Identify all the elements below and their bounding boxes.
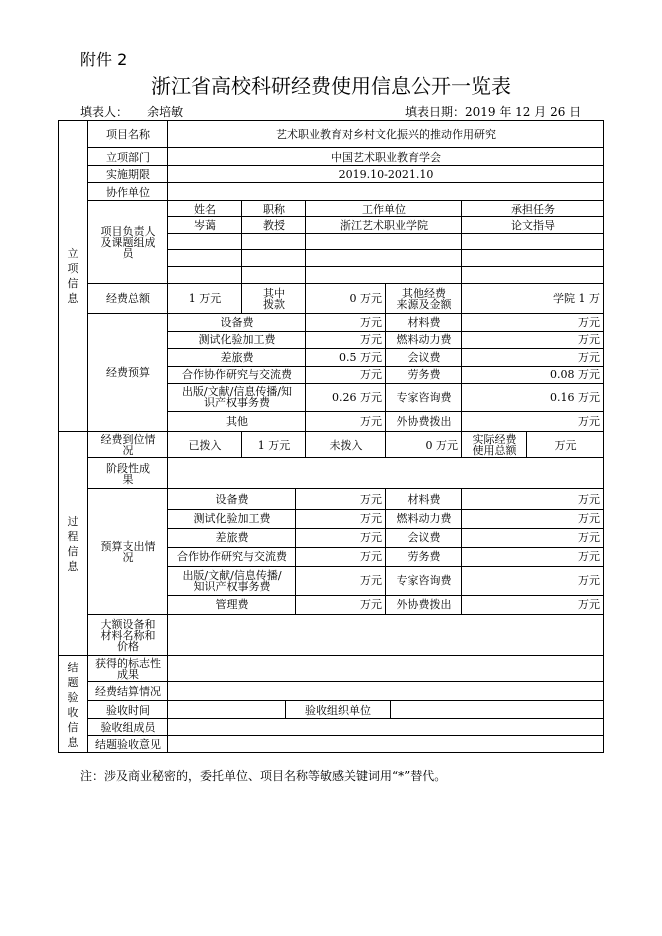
unallocated-value: 0 万元 [425,438,458,452]
acceptance-time-label: 验收时间 [106,703,150,717]
spend-item-label: 材料费 [407,492,441,506]
budget-item-value: 0.5 万元 [339,350,382,364]
total-value: 1 万元 [188,292,222,305]
acceptance-org-label: 验收组织单位 [305,703,371,717]
budget-item-value: 万元 [360,368,382,381]
info-table [58,120,604,753]
budget-item-label: 劳务费 [407,368,441,381]
filler-name: 余培敏 [147,105,184,119]
budget-item-value: 万元 [360,333,382,346]
budget-item-label: 燃料动力费 [396,333,452,346]
spend-item-value: 万元 [578,512,600,525]
budget-item-value: 万元 [360,414,382,428]
actual-use-value: 万元 [554,438,577,452]
allocation-value: 0 万元 [349,292,382,305]
member-name: 岑蔼 [194,219,216,232]
spend-item-value: 万元 [360,492,382,506]
filler-label: 填表人： [80,105,129,119]
project-period-label: 实施期限 [106,168,150,181]
spend-label: 预算支出情 况 [100,539,156,564]
budget-item-value: 万元 [360,316,382,329]
spend-item-label: 会议费 [407,531,441,544]
spend-item-label: 出版/文献/信息传播/ 知识产权事务费 [182,568,282,593]
attachment-label: 附件 2 [80,50,128,69]
spend-item-value: 万元 [578,574,600,587]
fill-date: 填表日期：2019 年 12 月 26 日 [405,105,582,119]
project-name-label: 项目名称 [106,127,150,141]
arrival-label: 经费到位情 况 [100,433,156,457]
budget-item-label: 材料费 [407,316,441,329]
filler-info [80,103,183,120]
project-period-value: 2019.10-2021.10 [338,168,434,181]
member-task: 论文指导 [511,219,555,232]
actual-use-label: 实际经费 使用总额 [472,433,517,457]
budget-item-value: 万元 [578,350,600,364]
budget-item-label: 差旅费 [220,350,254,364]
spend-item-label: 合作协作研究与交流费 [177,550,287,563]
spend-item-label: 专家咨询费 [396,574,452,587]
budget-item-label: 会议费 [407,350,441,364]
budget-item-label: 设备费 [220,316,254,329]
achievement-label: 获得的标志性 成果 [95,657,161,681]
spend-item-label: 设备费 [215,492,249,506]
budget-item-value: 0.26 万元 [332,390,382,404]
spend-item-value: 万元 [578,531,600,544]
page-title: 浙江省高校科研经费使用信息公开一览表 [151,74,511,98]
spend-item-label: 测试化验加工费 [193,512,271,525]
budget-item-value: 0.08 万元 [550,368,600,381]
budget-item-value: 万元 [578,414,600,428]
budget-item-label: 出版/文献/信息传播/知 识产权事务费 [181,385,293,409]
budget-label: 经费预算 [106,366,150,379]
other-source-label: 其他经费 来源及金额 [396,286,452,311]
allocated-label: 已拨入 [188,438,222,452]
acceptance-members-label: 验收组成员 [100,721,156,734]
budget-item-label: 测试化验加工费 [198,333,276,346]
settlement-label: 经费结算情况 [95,685,161,698]
budget-item-label: 合作协作研究与交流费 [182,368,292,381]
project-name-value: 艺术职业教育对乡村文化振兴的推动作用研究 [276,127,496,141]
spend-item-value: 万元 [578,550,600,563]
budget-item-value: 万元 [578,316,600,329]
spend-item-value: 万元 [578,598,600,611]
allocated-value: 1 万元 [257,438,291,452]
allocation-label: 其中 拨款 [263,286,285,311]
member-header: 姓名 [194,202,216,216]
spend-item-label: 管理费 [215,598,249,611]
spend-item-value: 万元 [360,531,382,544]
project-leader-label: 项目负责人 及课题组成 员 [100,224,156,260]
spend-item-value: 万元 [360,512,382,525]
spend-item-value: 万元 [578,492,600,506]
budget-item-label: 外协费拨出 [396,414,452,428]
spend-item-label: 外协费拨出 [396,598,452,611]
section-label-project: 立 项 信 息 [67,247,79,305]
member-title: 教授 [263,219,285,232]
spend-item-value: 万元 [360,598,382,611]
project-coop-label: 协作单位 [106,185,150,199]
member-header: 工作单位 [362,202,406,216]
section-label-closure: 结 题 验 收 信 息 [67,660,79,749]
footer-note: 注：涉及商业秘密的，委托单位、项目名称等敏感关键词用“*”替代。 [80,769,447,783]
unallocated-label: 未拨入 [329,438,363,452]
spend-item-label: 燃料动力费 [396,512,452,525]
other-source-value: 学院 1 万 [553,292,600,305]
stage-result-label: 阶段性成 果 [106,461,150,486]
section-label-process: 过 程 信 息 [67,515,79,573]
acceptance-opinion-label: 结题验收意见 [95,738,161,751]
member-header: 职称 [263,202,285,216]
budget-item-value: 0.16 万元 [550,390,600,404]
budget-item-value: 万元 [578,333,600,346]
budget-item-label: 专家咨询费 [396,390,452,404]
member-header: 承担任务 [511,202,555,216]
total-label: 经费总额 [106,292,150,305]
project-dept-label: 立项部门 [106,150,150,164]
member-unit: 浙江艺术职业学院 [340,219,428,232]
spend-item-value: 万元 [360,574,382,587]
large-equipment-label: 大额设备和 材料名称和 价格 [100,617,156,653]
spend-item-label: 差旅费 [215,531,249,544]
budget-item-label: 其他 [226,414,248,428]
spend-item-label: 劳务费 [407,550,441,563]
spend-item-value: 万元 [360,550,382,563]
project-dept-value: 中国艺术职业教育学会 [331,150,441,164]
